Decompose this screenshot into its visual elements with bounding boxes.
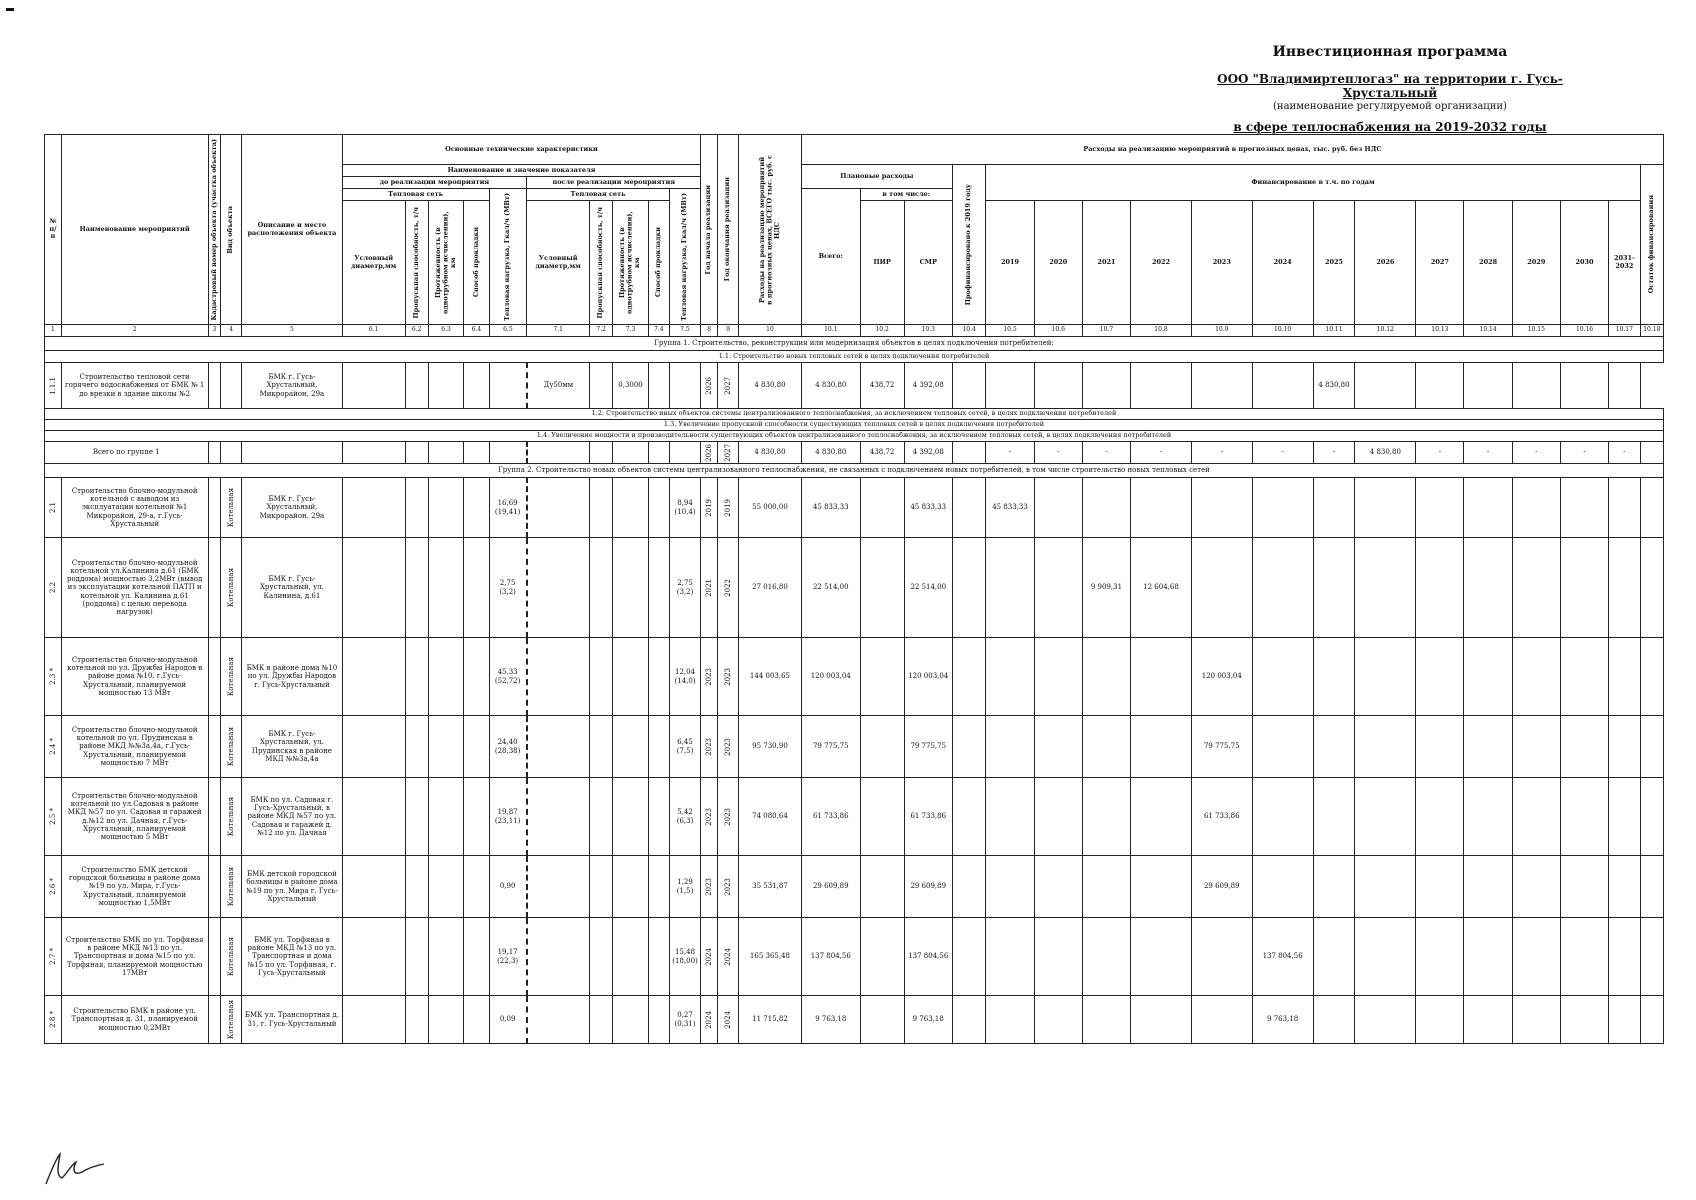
column-number: 10.11	[1313, 325, 1355, 337]
row-after-diameter: Ду50мм	[527, 363, 590, 409]
row-object-type: Котельная	[227, 656, 236, 697]
row-value-2023: 61 733,86	[1191, 778, 1252, 856]
organization-note: (наименование регулируемой организации)	[1273, 101, 1507, 112]
row-total: 120 003,04	[801, 638, 860, 716]
year-header-2022: 2022	[1131, 201, 1192, 325]
group1-sub-1-3: 1.3. Увеличение пропускной способности существующих тепловых сетей в целях подключения потребителей	[45, 420, 1664, 431]
row-smr: 9 763,18	[904, 996, 952, 1044]
column-number: 10.15	[1512, 325, 1560, 337]
row-name: Строительство БМК детской городской больницы в районе дома №19 по ул. Мира, г.Гусь-Хрустальный, планируемой мощностью 1,5МВт	[61, 856, 208, 918]
col-pir-header: ПИР	[860, 201, 904, 325]
row-name: Строительство БМК в районе ул. Транспортная д. 31, планируемой мощностью 0,2МВт	[61, 996, 208, 1044]
row-object-type: Котельная	[227, 487, 236, 528]
row-cost-total: 165 365,48	[739, 918, 802, 996]
column-number: 10.4	[952, 325, 986, 337]
total-year-start: 2026	[705, 443, 714, 462]
column-number: 7.3	[613, 325, 649, 337]
row-location: БМК г. Гусь-Хрустальный, Микрорайон, 29а	[242, 363, 343, 409]
column-number: 3	[208, 325, 221, 337]
dash-2023: -	[1191, 442, 1252, 464]
row-number: 2.4 *	[48, 738, 57, 755]
col-cost-total-header: Расходы на реализацию мероприятий в прогнозных ценах, ВСЕГО тыс. руб. с НДС	[739, 135, 802, 325]
column-number: 8	[701, 325, 718, 337]
col-prefinanced-header: Профинансировано к 2019 году	[952, 165, 986, 325]
table-row	[45, 778, 1664, 856]
group1-total-row	[45, 442, 1664, 464]
document-sphere: в сфере теплоснабжения на 2019-2032 годы	[1233, 120, 1547, 134]
signature-icon	[42, 1148, 112, 1188]
column-number-row	[45, 325, 1664, 337]
dash-2028: -	[1464, 442, 1512, 464]
row-year-start: 2024	[705, 947, 714, 966]
column-number: 2	[61, 325, 208, 337]
row-year-end: 2023	[724, 667, 732, 686]
row-location: БМК г. Гусь-Хрустальный, ул. Калинина, д.61	[242, 538, 343, 638]
row-before-load: 24,40 (28,38)	[489, 716, 527, 778]
row-after-load: 0,27 (0,31)	[669, 996, 700, 1044]
row-cost-total: 35 531,87	[739, 856, 802, 918]
year-header-2026: 2026	[1355, 201, 1416, 325]
before-length-header: Протяженность (в однотрубном исчислении), км	[428, 201, 464, 325]
row-year-start: 2026	[705, 376, 714, 395]
row-cost-total: 11 715,82	[739, 996, 802, 1044]
row-name: Строительство блочно-модульной котельной ул.Калинина д.61 (БМК роддома) мощностью 3,2МВт (вывод из эксплуатации котельной ПАТП и котельной ул. Калинина д.61 (роддома) с целью перевода нагрузок)	[61, 538, 208, 638]
row-total: 137 804,56	[801, 918, 860, 996]
column-number: 5	[242, 325, 343, 337]
dash-2031-2032: -	[1609, 442, 1640, 464]
row-value-2023: 79 775,75	[1191, 716, 1252, 778]
row-after-load: 8,94 (10,4)	[669, 478, 700, 538]
dash-2025: -	[1313, 442, 1355, 464]
table-row	[45, 716, 1664, 778]
after-capacity-header: Пропускная способность, т/ч	[590, 201, 613, 325]
planned-header: Плановые расходы	[801, 165, 952, 189]
row-name: Строительство БМК по ул. Торфяная в районе МКД №13 по ул. Транспортная и дома №15 по ул. Торфяная, планируемой мощностью 17МВт	[61, 918, 208, 996]
row-smr: 29 609,89	[904, 856, 952, 918]
column-number: 7.5	[669, 325, 700, 337]
group1-sub-1-4: 1.4. Увеличение мощности и производительности существующих объектов централизованного теплоснабжения, за исключением тепловых сетей, в целях подключения потребителей	[45, 431, 1664, 442]
row-number: 2.7 *	[48, 948, 57, 965]
row-value-2023: 120 003,04	[1191, 638, 1252, 716]
row-location: БМК ул. Транспортная д. 31, г. Гусь-Хрустальный	[242, 996, 343, 1044]
row-cost-total: 4 830,80	[739, 363, 802, 409]
column-number: 1	[45, 325, 62, 337]
row-cost-total: 144 003,65	[739, 638, 802, 716]
row-before-load: 45,33 (52,72)	[489, 638, 527, 716]
tech-main-header: Основные технические характеристики	[342, 135, 701, 165]
column-number: 10.18	[1640, 325, 1663, 337]
row-after-load: 2,75 (3,2)	[669, 538, 700, 638]
indicator-header: Наименование и значение показателя	[342, 165, 701, 177]
table-row	[45, 538, 1664, 638]
dash-2019: -	[986, 442, 1034, 464]
column-number: 7.2	[590, 325, 613, 337]
row-before-load: 0,09	[489, 996, 527, 1044]
row-value-2024: 137 804,56	[1252, 918, 1313, 996]
group1-sub-1-1: 1.1. Строительство новых тепловых сетей в целях подключения потребителей	[45, 351, 1664, 363]
group1-title: Группа 1. Строительство, реконструкция или модернизация объектов в целях подключения потребителей:	[45, 337, 1664, 351]
row-cost-total: 27 016,80	[739, 538, 802, 638]
row-number: 2.5 *	[48, 808, 57, 825]
row-after-length: 0,3000	[613, 363, 649, 409]
row-year-start: 2023	[705, 807, 714, 826]
row-number: 2.3 *	[48, 668, 57, 685]
row-year-start: 2019	[705, 498, 714, 517]
col-smr-header: СМР	[904, 201, 952, 325]
row-after-load: 5,42 (6,3)	[669, 778, 700, 856]
total-total: 4 830,80	[801, 442, 860, 464]
document-header	[1180, 44, 1600, 134]
financing-header: Финансирование в т.ч. по годам	[986, 165, 1640, 201]
row-year-start: 2023	[705, 877, 714, 896]
row-before-load: 0,90	[489, 856, 527, 918]
row-smr: 4 392,08	[904, 363, 952, 409]
row-number: 2.1	[48, 501, 57, 514]
row-value-2021: 9 909,31	[1082, 538, 1130, 638]
group1-sub-1-2: 1.2. Строительство иных объектов системы централизованного теплоснабжения, за исключением тепловых сетей, в целях подключения потребителей	[45, 409, 1664, 420]
after-laying-header: Способ прокладки	[648, 201, 669, 325]
dash-2027: -	[1416, 442, 1464, 464]
total-cost: 4 830,80	[739, 442, 802, 464]
year-header-2029: 2029	[1512, 201, 1560, 325]
expenses-main-header: Расходы на реализацию мероприятий в прогнозных ценах, тыс. руб. без НДС	[801, 135, 1663, 165]
row-after-load: 6,45 (7,5)	[669, 716, 700, 778]
year-header-2027: 2027	[1416, 201, 1464, 325]
year-header-2020: 2020	[1034, 201, 1082, 325]
table-row	[45, 856, 1664, 918]
column-number: 7.1	[527, 325, 590, 337]
column-number: 10.6	[1034, 325, 1082, 337]
incl-header: в том числе:	[860, 189, 952, 201]
row-value-2024: 9 763,18	[1252, 996, 1313, 1044]
row-location: БМК ул. Торфяная в районе МКД №13 по ул. Транспортная и дома №15 по ул. Торфяная, г. Гусь-Хрустальный	[242, 918, 343, 996]
year-header-2031-2032: 2031-2032	[1609, 201, 1640, 325]
year-header-2028: 2028	[1464, 201, 1512, 325]
col-type-header: Вид объекта	[221, 135, 242, 325]
table-row	[45, 918, 1664, 996]
row-year-end: 2023	[724, 737, 732, 756]
row-number: 1.1.1	[48, 376, 57, 395]
corner-mark	[6, 8, 14, 11]
row-value-2023: 29 609,89	[1191, 856, 1252, 918]
table-row	[45, 363, 1664, 409]
row-object-type: Котельная	[227, 999, 236, 1040]
table-row	[45, 638, 1664, 716]
col-remaining-header: Остаток финансирования	[1640, 165, 1663, 325]
after-heat-net-header: Тепловая сеть	[527, 189, 670, 201]
row-before-load: 19,17 (22,3)	[489, 918, 527, 996]
column-number: 6.5	[489, 325, 527, 337]
row-object-type: Котельная	[227, 866, 236, 907]
year-header-2021: 2021	[1082, 201, 1130, 325]
year-header-2025: 2025	[1313, 201, 1355, 325]
column-number: 10.12	[1355, 325, 1416, 337]
row-value-2026: 4 830,80	[1313, 363, 1355, 409]
row-smr: 137 804,56	[904, 918, 952, 996]
year-header-2024: 2024	[1252, 201, 1313, 325]
before-laying-header: Способ прокладки	[464, 201, 489, 325]
dash-2021: -	[1082, 442, 1130, 464]
col-name-header: Наименование мероприятий	[61, 135, 208, 325]
row-name: Строительство тепловой сети горячего водоснабжения от БМК № 1 до врезки в здание школы №2	[61, 363, 208, 409]
before-heat-net-header: Тепловая сеть	[342, 189, 489, 201]
before-diameter-header: Условный диаметр,мм	[342, 201, 405, 325]
row-total: 9 763,18	[801, 996, 860, 1044]
row-before-load: 19,87 (23,11)	[489, 778, 527, 856]
row-cost-total: 95 730,90	[739, 716, 802, 778]
column-number: 7.4	[648, 325, 669, 337]
after-length-header: Протяженность (в однотрубном исчислении), км	[613, 201, 649, 325]
document-title: Инвестиционная программа	[1272, 44, 1508, 60]
table-row	[45, 996, 1664, 1044]
dash-2029: -	[1512, 442, 1560, 464]
row-cost-total: 55 000,00	[739, 478, 802, 538]
row-object-type: Котельная	[227, 567, 236, 608]
column-number: 10.7	[1082, 325, 1130, 337]
row-before-load: 2,75 (3,2)	[489, 538, 527, 638]
col-location-header: Описание и место расположения объекта	[242, 135, 343, 325]
row-after-load: 12,04 (14,0)	[669, 638, 700, 716]
column-number: 6.1	[342, 325, 405, 337]
after-header: после реализации мероприятия	[527, 177, 701, 189]
column-number: 6.4	[464, 325, 489, 337]
column-number: 10.1	[801, 325, 860, 337]
row-location: БМК г. Гусь-Хрустальный, ул. Прудинская в районе МКД №№3а,4а	[242, 716, 343, 778]
col-num-header: № п/п	[45, 135, 62, 325]
after-diameter-header: Условный диаметр,мм	[527, 201, 590, 325]
row-object-type: Котельная	[227, 936, 236, 977]
row-smr: 61 733,86	[904, 778, 952, 856]
total-pir: 438,72	[860, 442, 904, 464]
col-year-start-header: Год начала реализации	[701, 135, 718, 325]
row-cost-total: 74 080,64	[739, 778, 802, 856]
column-number: 9	[718, 325, 739, 337]
group2-title: Группа 2. Строительство новых объектов системы централизованного теплоснабжения, не связанных с подключением новых потребителей, в том числе строительство новых тепловых сетей	[45, 464, 1664, 478]
dash-2030: -	[1560, 442, 1608, 464]
row-number: 2.8 *	[48, 1011, 57, 1028]
column-number: 10.13	[1416, 325, 1464, 337]
year-header-2030: 2030	[1560, 201, 1608, 325]
row-after-load: 15,48 (18,00)	[669, 918, 700, 996]
table-row	[45, 478, 1664, 538]
row-name: Строительство блочно-модульной котельной по ул. Прудинская в районе МКД №№3а,4а, г.Гусь-Хрустальный, планируемой мощностью 7 МВт	[61, 716, 208, 778]
year-header-2019: 2019	[986, 201, 1034, 325]
group1-total-label: Всего по группе 1	[45, 442, 209, 464]
column-number: 10.8	[1131, 325, 1192, 337]
row-total: 45 833,33	[801, 478, 860, 538]
year-header-2023: 2023	[1191, 201, 1252, 325]
column-number: 6.3	[428, 325, 464, 337]
column-number: 4	[221, 325, 242, 337]
column-number: 10	[739, 325, 802, 337]
dash-2022: -	[1131, 442, 1192, 464]
row-smr: 22 514,00	[904, 538, 952, 638]
row-year-end: 2022	[724, 578, 732, 597]
row-location: БМК в районе дома №10 по ул. Дружбы Народов г. Гусь-Хрустальный	[242, 638, 343, 716]
row-location: БМК по ул. Садовая г. Гусь-Хрустальный, в районе МКД №57 по ул. Садовая и гаражей д.№12 по ул. Дачная	[242, 778, 343, 856]
row-year-start: 2024	[705, 1010, 714, 1029]
row-smr: 120 003,04	[904, 638, 952, 716]
after-load-header: Тепловая нагрузка, Гкал/ч (МВт)	[669, 189, 700, 325]
total-smr: 4 392,08	[904, 442, 952, 464]
total-year-end: 2027	[724, 443, 732, 462]
column-number: 10.17	[1609, 325, 1640, 337]
total-value-2026: 4 830,80	[1355, 442, 1416, 464]
row-year-end: 2019	[724, 498, 732, 517]
row-total: 61 733,86	[801, 778, 860, 856]
column-number: 10.10	[1252, 325, 1313, 337]
row-total: 29 609,89	[801, 856, 860, 918]
row-pir: 438,72	[860, 363, 904, 409]
dash-2024: -	[1252, 442, 1313, 464]
row-location: БМК г. Гусь-Хрустальный, Микрорайон, 29а	[242, 478, 343, 538]
row-smr: 79 775,75	[904, 716, 952, 778]
before-capacity-header: Пропускная способность, т/ч	[405, 201, 428, 325]
dash-2020: -	[1034, 442, 1082, 464]
investment-table	[44, 134, 1664, 1044]
row-year-end: 2023	[724, 877, 732, 896]
row-location: БМК детской городской больницы в районе дома №19 по ул. Мира г. Гусь-Хрустальный	[242, 856, 343, 918]
row-after-load: 1,29 (1,5)	[669, 856, 700, 918]
row-year-start: 2023	[705, 667, 714, 686]
before-load-header: Тепловая нагрузка, Гкал/ч (МВт)	[489, 189, 527, 325]
column-number: 10.5	[986, 325, 1034, 337]
row-number: 2.6 *	[48, 878, 57, 895]
row-year-end: 2027	[724, 376, 732, 395]
row-value-2022: 12 604,68	[1131, 538, 1192, 638]
row-before-load: 16,69 (19,41)	[489, 478, 527, 538]
row-name: Строительство блочно-модульной котельной по ул. Дружбы Народов в районе дома №10, г.Гусь-Хрустальный, планируемой мощностью 13 МВт	[61, 638, 208, 716]
row-name: Строительство блочно-модульной котельной с выводом из эксплуатации котельной №1 Микрорайон, 29-а, г.Гусь-Хрустальный	[61, 478, 208, 538]
row-total: 4 830,80	[801, 363, 860, 409]
column-number: 10.9	[1191, 325, 1252, 337]
col-year-end-header: Год окончания реализации	[718, 135, 739, 325]
row-year-end: 2024	[724, 1010, 732, 1029]
row-number: 2.2	[48, 581, 57, 594]
row-smr: 45 833,33	[904, 478, 952, 538]
column-number: 10.3	[904, 325, 952, 337]
row-value-2019: 45 833,33	[986, 478, 1034, 538]
row-total: 22 514,00	[801, 538, 860, 638]
row-object-type: Котельная	[227, 796, 236, 837]
row-year-end: 2023	[724, 807, 732, 826]
col-cadastr-header: Кадастровый номер объекта (участка объекта)	[208, 135, 221, 325]
row-year-end: 2024	[724, 947, 732, 966]
before-header: до реализации мероприятия	[342, 177, 527, 189]
row-total: 79 775,75	[801, 716, 860, 778]
row-year-start: 2023	[705, 737, 714, 756]
column-number: 10.2	[860, 325, 904, 337]
column-number: 10.16	[1560, 325, 1608, 337]
column-number: 6.2	[405, 325, 428, 337]
row-year-start: 2021	[705, 578, 714, 597]
row-object-type: Котельная	[227, 726, 236, 767]
row-name: Строительство блочно-модульной котельной по ул.Садовая в районе МКД №57 по ул. Садовая и гаражей д.№12 по ул. Дачная, г.Гусь-Хрустальный, планируемой мощностью 5 МВт	[61, 778, 208, 856]
col-total-header: Всего:	[801, 189, 860, 325]
column-number: 10.14	[1464, 325, 1512, 337]
organization-name: ООО "Владимиртеплогаз" на территории г. Гусь-Хрустальный	[1217, 72, 1563, 100]
